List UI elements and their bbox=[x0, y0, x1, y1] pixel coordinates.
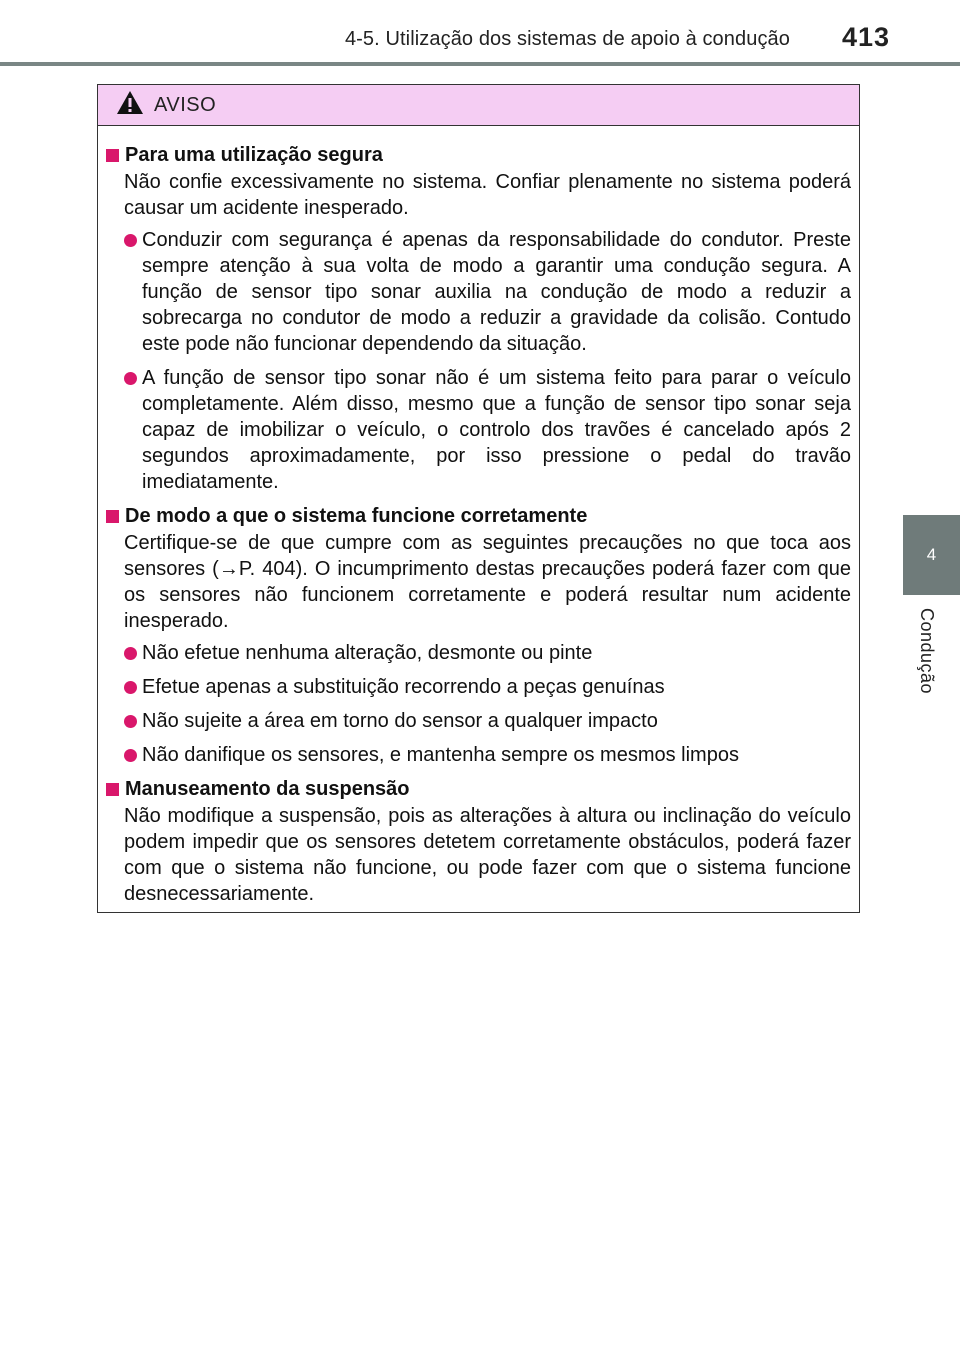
list-item-text: A função de sensor tipo sonar não é um sistema feito para parar o veículo completamente. Além disso, mesmo que a função de sensor tipo sonar seja capaz de imobilizar o veículo, o controlo dos travões é cancelado após 2 segundos aproximadamente, por isso pressione o pedal do travão imediatamente. bbox=[142, 367, 851, 493]
section-heading bbox=[106, 142, 851, 168]
warning-section bbox=[106, 776, 851, 907]
section-heading-text: Manuseamento da suspensão bbox=[125, 778, 410, 800]
warning-label: AVISO bbox=[154, 93, 217, 116]
round-bullet-icon bbox=[124, 749, 137, 762]
section-paragraph: Não confie excessivamente no sistema. Confiar plenamente no sistema poderá causar um acidente inesperado. bbox=[124, 171, 851, 219]
section-heading-text: Para uma utilização segura bbox=[125, 144, 383, 166]
list-item bbox=[124, 708, 851, 734]
page-number: 413 bbox=[841, 22, 890, 52]
square-bullet-icon bbox=[106, 783, 119, 796]
warning-box bbox=[97, 84, 860, 913]
section-heading bbox=[106, 776, 851, 802]
list-item-text: Não danifique os sensores, e mantenha sempre os mesmos limpos bbox=[142, 744, 739, 766]
square-bullet-icon bbox=[106, 149, 119, 162]
chapter-number: 4 bbox=[926, 545, 937, 564]
header-rule bbox=[0, 62, 960, 66]
list-item-text: Efetue apenas a substituição recorrendo a peças genuínas bbox=[142, 676, 665, 698]
list-item bbox=[124, 227, 851, 357]
warning-body bbox=[98, 126, 859, 907]
chapter-tab[interactable] bbox=[903, 515, 960, 595]
round-bullet-icon bbox=[124, 715, 137, 728]
section-paragraph: Não modifique a suspensão, pois as alterações à altura ou inclinação do veículo podem impedir que os sensores detetem corretamente obstáculos, poderá fazer com que o sistema não funcione, ou pode fazer com que o sistema funcione desnecessariamente. bbox=[124, 805, 851, 905]
list-item bbox=[124, 742, 851, 768]
section-heading-text: De modo a que o sistema funcione corretamente bbox=[125, 505, 588, 527]
list-item-text: Não sujeite a área em torno do sensor a qualquer impacto bbox=[142, 710, 658, 732]
round-bullet-icon bbox=[124, 372, 137, 385]
running-header: 4-5. Utilização dos sistemas de apoio à condução bbox=[344, 28, 790, 50]
section-paragraph: Certifique-se de que cumpre com as seguintes precauções no que toca aos sensores (→P. 404). O incumprimento destas precauções poderá fazer com que os sensores não funcionem corretamente e poderá resultar num acidente inesperado. bbox=[124, 532, 851, 632]
warning-header bbox=[98, 85, 859, 126]
list-item bbox=[124, 365, 851, 495]
list-item bbox=[124, 640, 851, 666]
warning-section bbox=[106, 503, 851, 768]
section-heading bbox=[106, 503, 851, 529]
list-item bbox=[124, 674, 851, 700]
warning-triangle-icon bbox=[116, 90, 144, 120]
list-item-text: Conduzir com segurança é apenas da responsabilidade do condutor. Preste sempre atenção à sua volta de modo a garantir uma condução segura. A função de sensor tipo sonar auxilia na condução de modo a reduzir a sobrecarga no condutor de modo a reduzir a gravidade da colisão. Contudo este pode não funcionar dependendo da situação. bbox=[142, 229, 851, 355]
round-bullet-icon bbox=[124, 234, 137, 247]
warning-section bbox=[106, 142, 851, 495]
square-bullet-icon bbox=[106, 510, 119, 523]
list-item-text: Não efetue nenhuma alteração, desmonte ou pinte bbox=[142, 642, 593, 664]
round-bullet-icon bbox=[124, 647, 137, 660]
chapter-label: Condução bbox=[917, 608, 937, 695]
round-bullet-icon bbox=[124, 681, 137, 694]
